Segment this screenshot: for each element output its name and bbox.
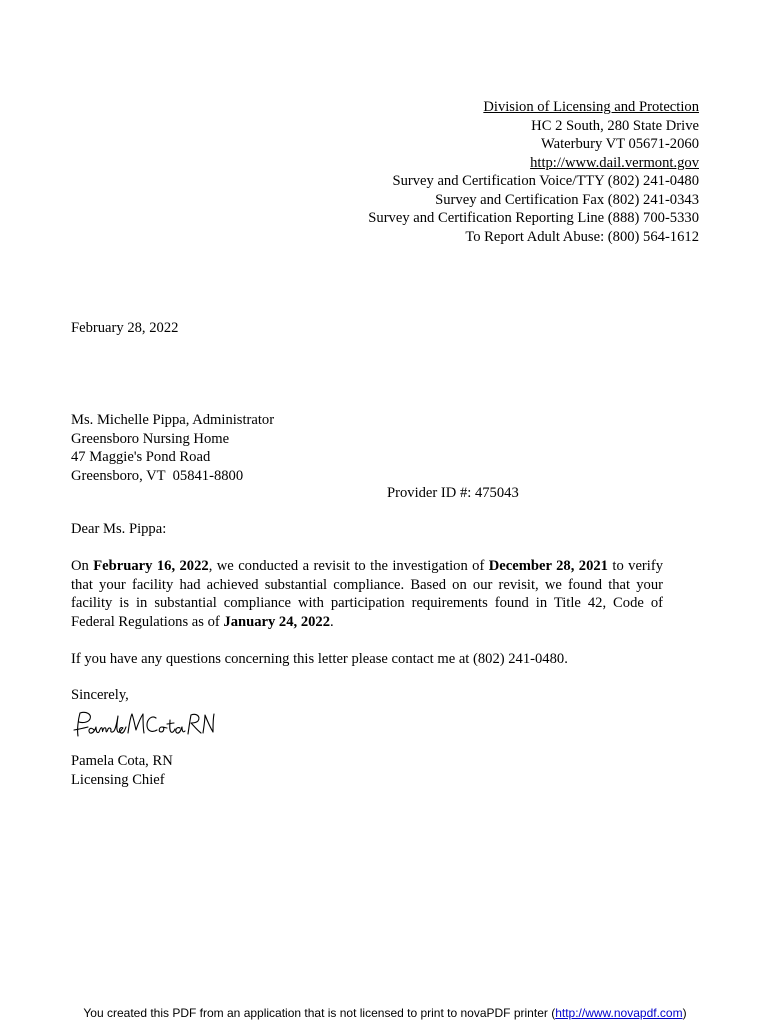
novapdf-link[interactable]: http://www.novapdf.com xyxy=(555,1006,683,1020)
body-paragraph-main xyxy=(71,557,663,631)
recipient-city: Greensboro, VT 05841-8800 xyxy=(71,467,244,484)
signer-block xyxy=(71,752,173,789)
signer-title: Licensing Chief xyxy=(71,771,165,788)
recipient-name: Ms. Michelle Pippa, Administrator xyxy=(71,412,275,428)
fax-line: Survey and Certification Fax (802) 241-0343 xyxy=(435,191,699,208)
recipient-facility: Greensboro Nursing Home xyxy=(71,430,230,447)
handwritten-signature xyxy=(72,708,217,744)
abuse-line: To Report Adult Abuse: (800) 564-1612 xyxy=(465,228,699,245)
footer-text-end: ) xyxy=(682,1006,687,1020)
office-city: Waterbury VT 05671-2060 xyxy=(541,136,699,152)
salutation: Dear Ms. Pippa: xyxy=(71,521,167,537)
letterhead xyxy=(368,98,699,246)
office-street: HC 2 South, 280 State Drive xyxy=(531,117,699,134)
closing: Sincerely, xyxy=(71,687,129,703)
compliance-date: January 24, 2022 xyxy=(223,613,331,630)
recipient-street: 47 Maggie's Pond Road xyxy=(71,449,211,465)
body-text: , we conducted a revisit to the investigation of xyxy=(208,558,489,574)
letter-date: February 28, 2022 xyxy=(71,320,179,336)
body-text: On xyxy=(71,558,94,574)
recipient-address xyxy=(71,411,274,485)
body-text: to verify that your facility had achieved substantial compliance. Based on our revisit, we found that your facility is in substantial compliance with participation requirements found in Title 42, Code of Federal Regulations as of xyxy=(71,558,663,630)
signer-name: Pamela Cota, RN xyxy=(71,753,173,769)
division-name: Division of Licensing and Protection xyxy=(483,99,699,115)
reporting-line: Survey and Certification Reporting Line (888) 700-5330 xyxy=(368,210,699,226)
voice-line: Survey and Certification Voice/TTY (802) 241-0480 xyxy=(392,173,699,189)
novapdf-footer xyxy=(0,1005,770,1021)
body-paragraph-contact: If you have any questions concerning this letter please contact me at (802) 241-0480. xyxy=(71,651,568,667)
website-link[interactable]: http://www.dail.vermont.gov xyxy=(530,154,699,171)
provider-id: Provider ID #: 475043 xyxy=(387,485,519,501)
revisit-date: February 16, 2022 xyxy=(93,558,209,574)
body-text: . xyxy=(330,613,334,630)
footer-text: You created this PDF from an application that is not licensed to print to novaPDF printer ( xyxy=(83,1006,556,1020)
investigation-date: December 28, 2021 xyxy=(488,558,608,574)
